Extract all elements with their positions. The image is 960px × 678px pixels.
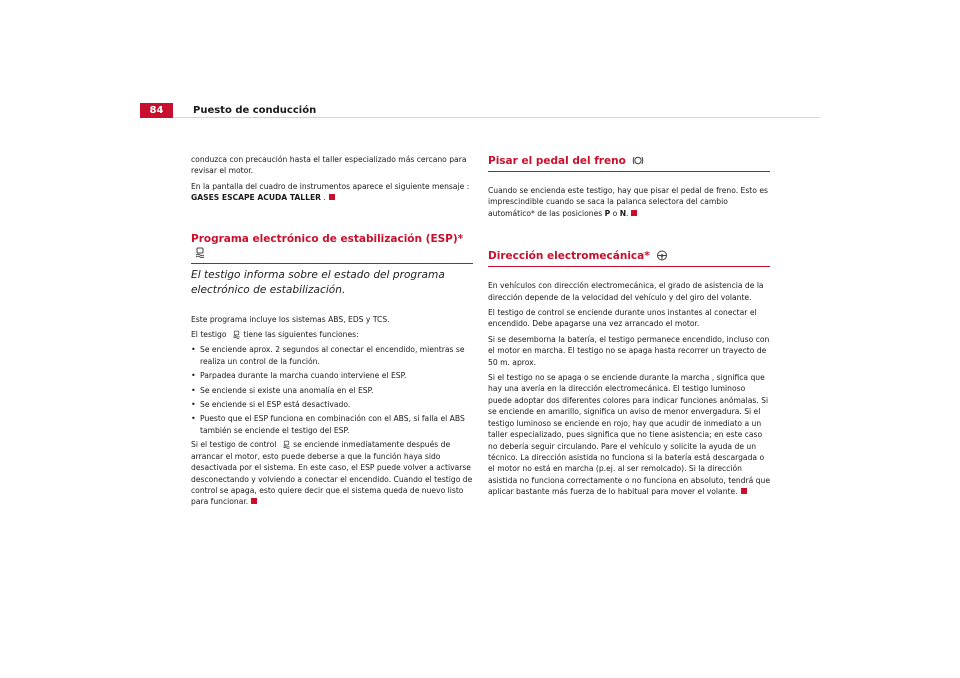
page-number: 84 — [140, 103, 173, 118]
list-item: • Parpadea durante la marcha cuando interviene el ESP. — [191, 371, 407, 381]
paragraph: En vehículos con dirección electromecánica, el grado de asistencia de la dirección depende de la velocidad del vehículo y del giro del volante. — [488, 281, 764, 302]
esp-warning-icon — [232, 330, 241, 339]
paragraph: Si el testigo de control se enciende inmediatamente después de arrancar el motor, esto puede deberse a que la función haya sido desactivada por el sistema. En este caso, el ESP puede volver a activarse desconectando y volviendo a conectar el encendido. Cuando el testigo de control se apaga, esto quiere decir que el sistema queda de nuevo listo para funcionar. — [191, 440, 473, 507]
section-title-esp: Programa electrónico de estabilización (ESP)* — [191, 232, 473, 264]
end-of-section-icon — [631, 210, 637, 216]
section-title-brake: Pisar el pedal del freno — [488, 154, 770, 172]
end-of-section-icon — [251, 498, 257, 504]
esp-warning-icon — [194, 247, 206, 258]
paragraph: El testigo tiene las siguientes funciones: — [191, 330, 359, 340]
paragraph: Este programa incluye los sistemas ABS, EDS y TCS. — [191, 314, 390, 324]
steering-warning-icon — [656, 250, 668, 261]
right-column — [488, 154, 770, 502]
paragraph: Cuando se encienda este testigo, hay que pisar el pedal de freno. Esto es imprescindible cuando se saca la palanca selectora del cambio automático* de las posiciones P o N. — [488, 186, 768, 218]
list-item: • Se enciende aprox. 2 segundos al conectar el encendido, mientras se realiza un control de la función. — [191, 345, 465, 366]
end-of-section-icon — [741, 488, 747, 494]
chapter-title: Puesto de conducción — [193, 105, 317, 116]
brake-pedal-icon — [632, 155, 644, 166]
left-column — [191, 154, 473, 512]
list-item: • Se enciende si el ESP está desactivado. — [191, 400, 351, 410]
paragraph: Si el testigo no se apaga o se enciende durante la marcha , significa que hay una avería en la dirección electromecánica. El testigo luminoso puede adoptar dos diferentes colores para indicar funciones anómalas. Si se enciende en amarillo, significa un aviso de menor envergadura. Si el testigo luminoso se enciende en rojo, hay que acudir de inmediato a un taller especializado, pues significa que no tiene asistencia; en este caso no debería seguir circulando. Pare el vehículo y solicite la ayuda de un técnico. La dirección asistida no funciona si la batería está descargada o el motor no está en marcha (p.ej. al ser remolcado). Si la dirección asistida no funciona correctamente o no funciona en absoluto, tendrá que aplicar bastante más fuerza de lo habitual para mover el volante. — [488, 373, 770, 497]
esp-warning-icon — [282, 440, 291, 449]
section-lead: El testigo informa sobre el estado del programa electrónico de estabilización. — [191, 268, 445, 296]
paragraph: conduzca con precaución hasta el taller especializado más cercano para revisar el motor. — [191, 155, 467, 176]
paragraph: En la pantalla del cuadro de instrumentos aparece el siguiente mensaje : GASES ESCAPE ACUDA TALLER . — [191, 181, 470, 203]
display-message: GASES ESCAPE ACUDA TALLER — [191, 193, 322, 203]
paragraph: Si se desemborna la batería, el testigo permanece encendido, incluso con el motor en marcha. El testigo no se apaga hasta recorrer un trayecto de 50 m. aprox. — [488, 334, 770, 367]
list-item: • Puesto que el ESP funciona en combinación con el ABS, si falla el ABS también se enciende el testigo del ESP. — [191, 414, 465, 435]
paragraph: El testigo de control se enciende durante unos instantes al conectar el encendido. Debe apagarse una vez arrancado el motor. — [488, 308, 757, 329]
page-header — [140, 103, 820, 118]
end-of-section-icon — [329, 194, 335, 200]
list-item: • Se enciende si existe una anomalía en el ESP. — [191, 385, 374, 395]
section-title-steering: Dirección electromecánica* — [488, 249, 770, 267]
